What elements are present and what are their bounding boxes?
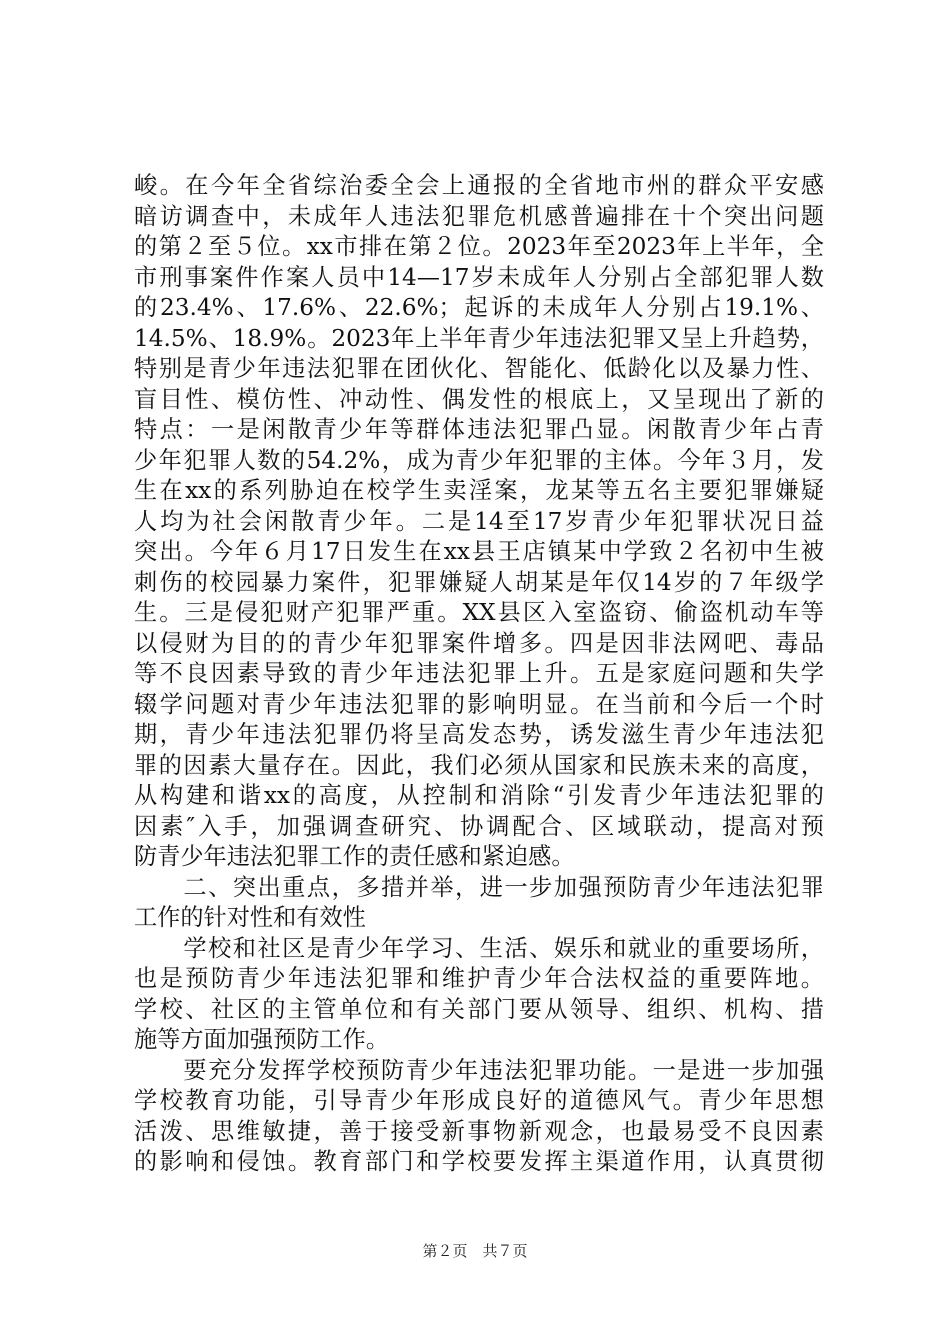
text-line: 辍学问题对青少年违法犯罪的影响明显。在当前和今后一个时 [134,690,824,718]
text-line: 期，青少年违法犯罪仍将呈高发态势，诱发滋生青少年违法犯 [134,721,824,748]
text-line: 刺伤的校园暴力案件，犯罪嫌疑人胡某是年仅14岁的７年级学 [134,568,824,596]
text-line: 二、突出重点，多措并举，进一步加强预防青少年违法犯罪 [134,873,824,901]
text-line: 活泼、思维敏捷，善于接受新事物新观念，也最易受不良因素 [134,1117,824,1145]
text-line: 14.5%、18.9%。2023年上半年青少年违法犯罪又呈上升趋势， [134,324,824,352]
text-line: 等不良因素导致的青少年违法犯罪上升。五是家庭问题和失学 [134,660,824,687]
text-line: 暗访调查中，未成年人违法犯罪危机感普遍排在十个突出问题 [134,202,824,230]
text-line: 少年犯罪人数的54.2%，成为青少年犯罪的主体。今年３月，发 [134,446,824,474]
text-line: 学校教育功能，引导青少年形成良好的道德风气。青少年思想 [134,1087,824,1114]
text-line: 防青少年违法犯罪工作的责任感和紧迫感。 [134,843,575,870]
text-line: 人均为社会闲散青少年。二是14至17岁青少年犯罪状况日益 [134,507,824,535]
text-line: 罪的因素大量存在。因此，我们必须从国家和民族未来的高度， [134,751,824,779]
text-line: 生在xx的系列胁迫在校学生卖淫案，龙某等五名主要犯罪嫌疑 [134,477,824,504]
text-line: 学校、社区的主管单位和有关部门要从领导、组织、机构、措 [134,995,824,1023]
text-line: 因素″入手，加强调查研究、协调配合、区域联动，提高对预 [134,812,824,840]
text-line: 的影响和侵蚀。教育部门和学校要发挥主渠道作用，认真贯彻 [134,1148,824,1175]
text-line: 峻。在今年全省综治委全会上通报的全省地市州的群众平安感 [134,172,824,199]
text-line: 要充分发挥学校预防青少年违法犯罪功能。一是进一步加强 [134,1056,824,1084]
page-footer: 第２页 共７页 [422,1242,528,1260]
text-line: 学校和社区是青少年学习、生活、娱乐和就业的重要场所， [134,934,824,962]
text-line: 特点：一是闲散青少年等群体违法犯罪凸显。闲散青少年占青 [134,416,824,443]
text-line: 工作的针对性和有效性 [134,904,366,931]
text-line: 从构建和谐xx的高度，从控制和消除“引发青少年违法犯罪的 [134,782,824,809]
text-line: 生。三是侵犯财产犯罪严重。XX县区入室盗窃、偷盗机动车等 [134,599,824,626]
text-line: 突出。今年６月17日发生在xx县王店镇某中学致２名初中生被 [134,538,824,565]
text-line: 的第２至５位。xx市排在第２位。2023年至2023年上半年，全 [134,233,824,260]
text-line: 特别是青少年违法犯罪在团伙化、智能化、低龄化以及暴力性、 [134,355,824,382]
text-line: 也是预防青少年违法犯罪和维护青少年合法权益的重要阵地。 [134,965,824,992]
text-line: 盲目性、模仿性、冲动性、偶发性的根底上，又呈现出了新的 [134,385,824,413]
text-line: 以侵财为目的的青少年犯罪案件增多。四是因非法网吧、毒品 [134,629,824,657]
text-line: 施等方面加强预防工作。 [134,1026,390,1053]
text-line: 市刑事案件作案人员中14—17岁未成年人分别占全部犯罪人数 [134,263,824,291]
text-line: 的23.4%、17.6%、22.6%；起诉的未成年人分别占19.1%、 [134,294,824,321]
